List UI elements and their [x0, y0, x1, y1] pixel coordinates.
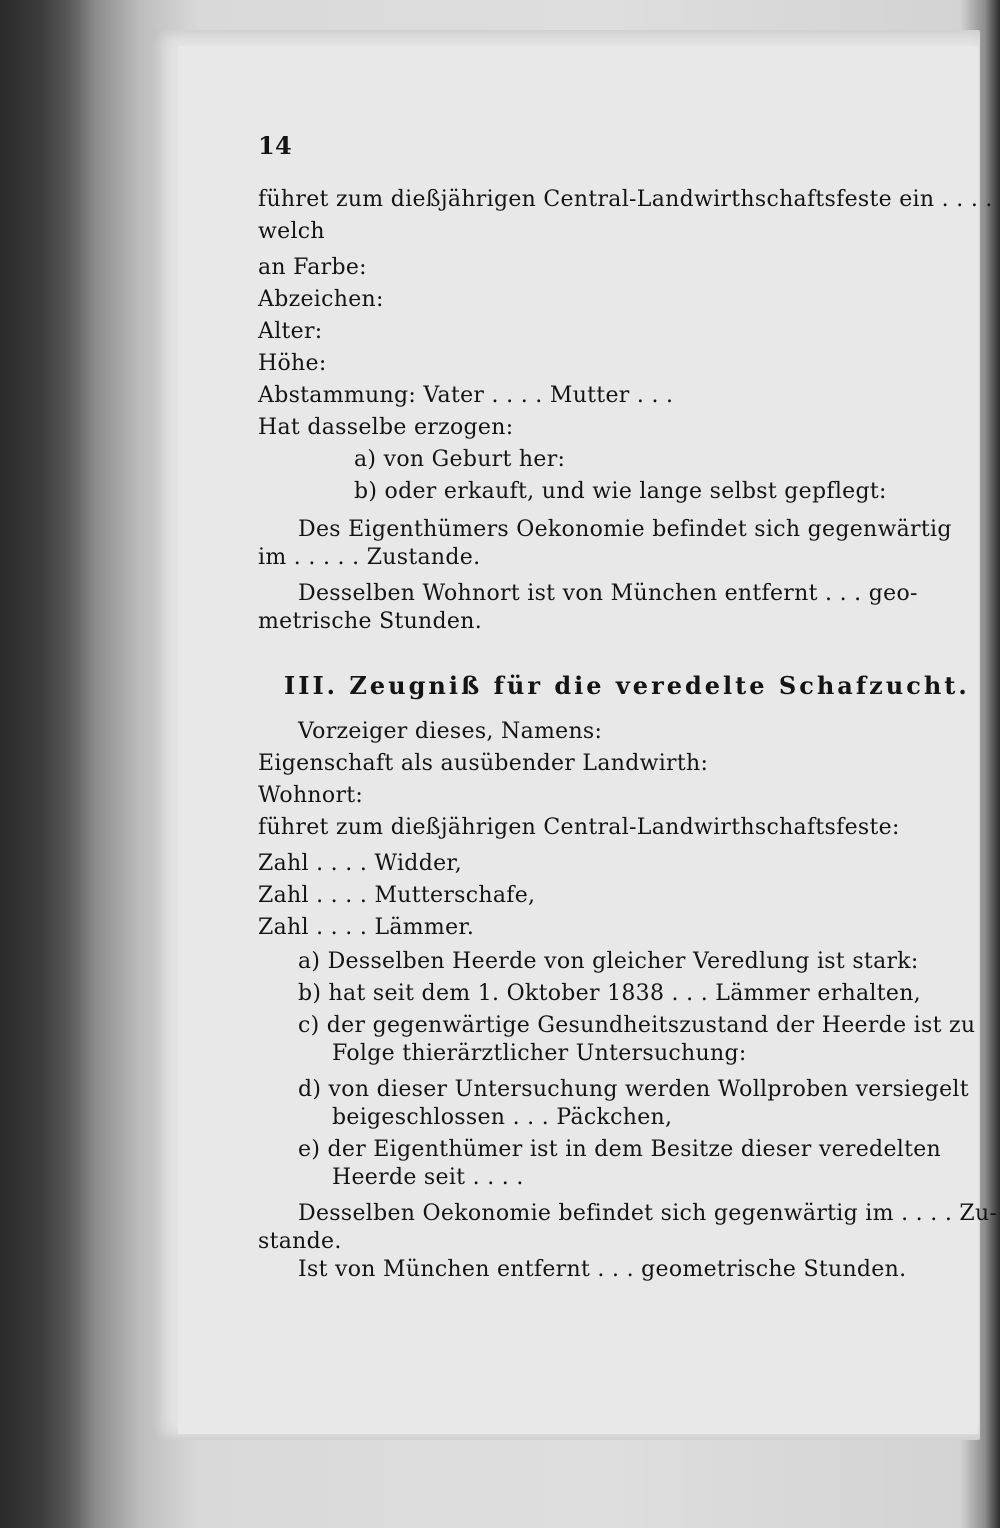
text-line: b) oder erkauft, und wie lange selbst gepflegt: [354, 479, 887, 504]
text-line: metrische Stunden. [258, 609, 482, 634]
text-line: a) Desselben Heerde von gleicher Veredlung ist stark: [298, 949, 919, 974]
text-line: Hat dasselbe erzogen: [258, 415, 514, 440]
text-line: c) der gegenwärtige Gesundheitszustand der Heerde ist zu [298, 1013, 976, 1038]
text-line: e) der Eigenthümer ist in dem Besitze dieser veredelten [298, 1137, 942, 1162]
text-line: Zahl . . . . Widder, [258, 851, 463, 876]
text-line: Desselben Wohnort ist von München entfernt . . . geo- [298, 581, 918, 606]
text-line: Zahl . . . . Lämmer. [258, 915, 475, 940]
text-line: Abstammung: Vater . . . . Mutter . . . [258, 383, 674, 408]
text-line: Ist von München entfernt . . . geometrische Stunden. [298, 1257, 907, 1282]
text-line: b) hat seit dem 1. Oktober 1838 . . . Lämmer erhalten, [298, 981, 921, 1006]
text-line: führet zum dießjährigen Central-Landwirthschaftsfeste: [258, 815, 900, 840]
text-line: Des Eigenthümers Oekonomie befindet sich gegenwärtig [298, 517, 952, 542]
text-line: an Farbe: [258, 255, 367, 280]
text-line: Wohnort: [258, 783, 364, 808]
text-line: Abzeichen: [258, 287, 384, 312]
page-body [178, 46, 998, 1434]
text-line: welch [258, 219, 325, 244]
text-line: Eigenschaft als ausübender Landwirth: [258, 751, 709, 776]
text-line: Desselben Oekonomie befindet sich gegenwärtig im . . . . Zu- [298, 1201, 998, 1226]
page-number: 14 [258, 131, 292, 160]
text-line: a) von Geburt her: [354, 447, 566, 472]
text-line: Folge thierärztlicher Untersuchung: [332, 1041, 747, 1066]
section-heading: III. Zeugniß für die veredelte Schafzucht. [284, 671, 970, 700]
text-line: führet zum dießjährigen Central-Landwirthschaftsfeste ein . . . . [258, 187, 993, 212]
text-line: stande. [258, 1229, 342, 1254]
text-line: Alter: [258, 319, 323, 344]
text-line: Höhe: [258, 351, 327, 376]
text-line: beigeschlossen . . . Päckchen, [332, 1105, 673, 1130]
text-line: Vorzeiger dieses, Namens: [298, 719, 603, 744]
text-line: d) von dieser Untersuchung werden Wollproben versiegelt [298, 1077, 969, 1102]
text-line: Zahl . . . . Mutterschafe, [258, 883, 536, 908]
text-line: Heerde seit . . . . [332, 1165, 524, 1190]
text-line: im . . . . . Zustande. [258, 545, 481, 570]
